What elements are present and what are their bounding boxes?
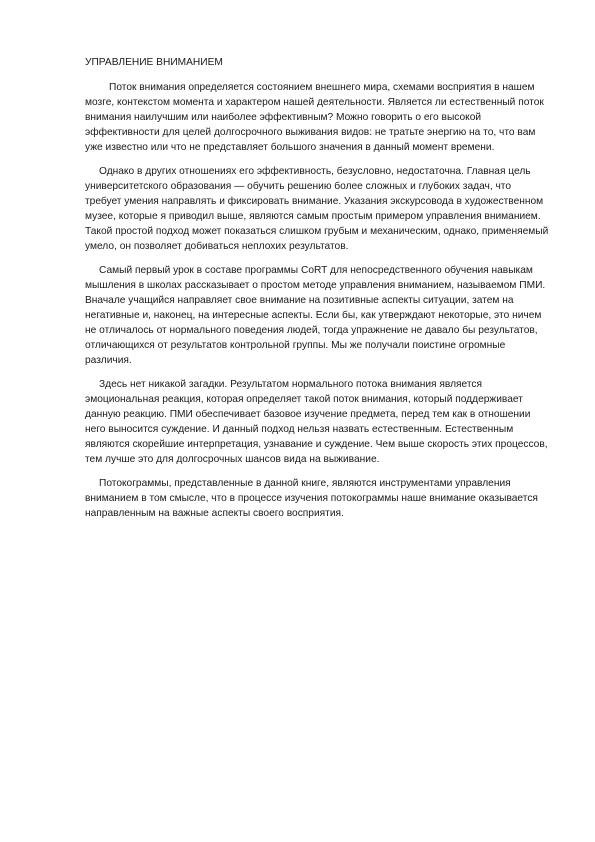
paragraph-3: Самый первый урок в составе программы CoRT для непосредственного обучения навыкам мышления в школах рассказывает о простом методе управления вниманием, называемом ПМИ. Вначале учащийся направляет свое внимание на позитивные аспекты ситуации, затем на негативные и, наконец, на интересные аспекты. Если бы, как утверждают некоторые, это ничем не отличалось от нормального поведения людей, тогда упражнение не давало бы результатов, отличающихся от результатов контрольной группы. Мы же получали поистине огромные различия. xyxy=(85,265,546,366)
paragraph-1: Поток внимания определяется состоянием внешнего мира, схемами восприятия в нашем мозге, контекстом момента и характером нашей деятельности. Является ли естественный поток внимания наилучшим или наиболее эффективным? Можно говорить о его высокой эффективности для целей долгосрочного выживания видов: не тратьте энергию на то, что вам уже известно или что не представляет большого значения в данный момент времени. xyxy=(85,82,544,153)
document-title: УПРАВЛЕНИЕ ВНИМАНИЕМ xyxy=(85,57,223,68)
paragraph-5: Потокограммы, представленные в данной книге, являются инструментами управления вниманием в том смысле, что в процессе изучения потокограммы наше внимание оказывается направленным на важные аспекты своего восприятия. xyxy=(85,478,538,519)
paragraph-4: Здесь нет никакой загадки. Результатом нормального потока внимания является эмоциональная реакция, которая определяет такой поток внимания, который поддерживает данную реакцию. ПМИ обеспечивает базовое изучение предмета, перед тем как в отношении него выносится суждение. И данный подход нельзя назвать естественным. Естественным являются скорейшие интерпретация, узнавание и суждение. Чем выше скорость этих процессов, тем лучше это для долгосрочных шансов вида на выживание. xyxy=(85,379,548,465)
document-page xyxy=(85,55,550,530)
paragraph-2: Однако в других отношениях его эффективность, безусловно, недостаточна. Главная цель университетского образования — обучить решению более сложных и глубоких задач, что требует умения направлять и фиксировать внимание. Указания экскурсовода в художественном музее, которые я приводил выше, являются самым простым примером управления вниманием. Такой простой подход может показаться слишком грубым и механическим, однако, применяемый умело, он позволяет добиваться неплохих результатов. xyxy=(85,166,549,252)
